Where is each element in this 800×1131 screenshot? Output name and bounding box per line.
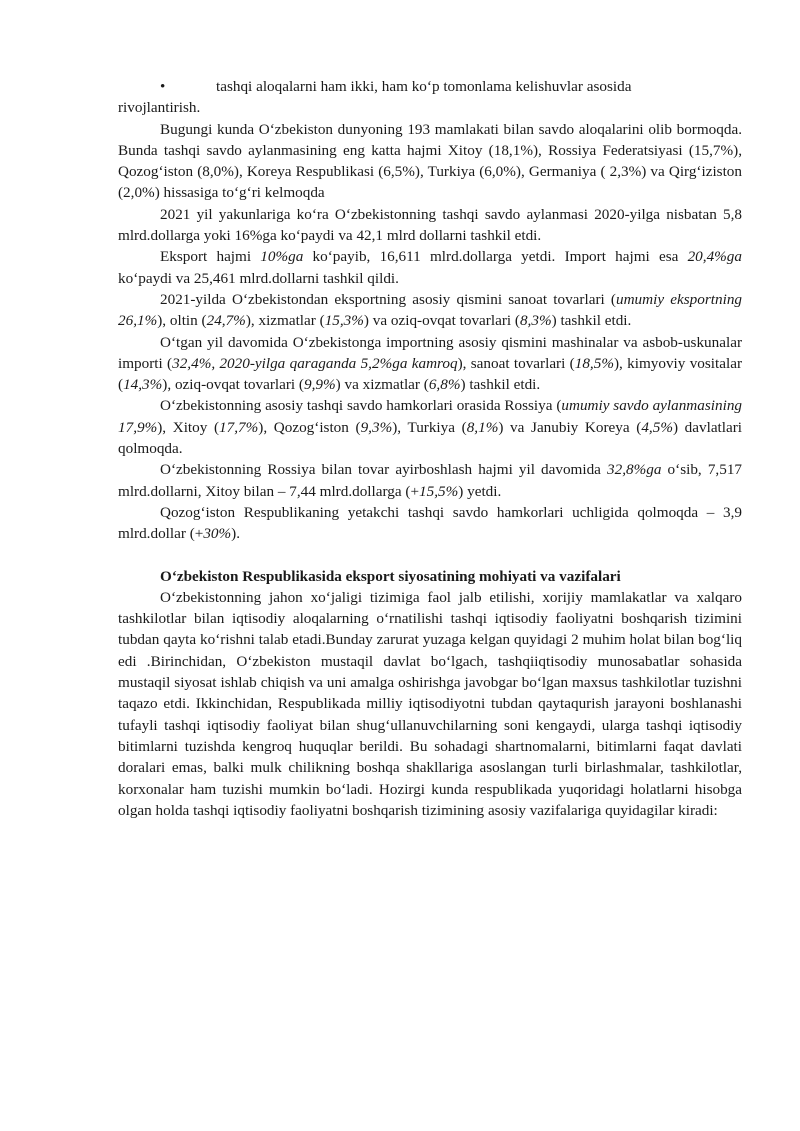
italic-figure: 32,4%, 2020-yilga qaraganda 5,2%ga kamroq [172, 354, 458, 372]
text-run: ), oltin ( [157, 312, 207, 330]
italic-figure: 17,7% [219, 418, 259, 436]
bullet-mark: • [160, 78, 166, 95]
italic-figure: 15,5% [419, 482, 459, 500]
paragraph [118, 395, 742, 459]
text-run: 2021-yilda O‘zbekistondan eksportning asosiy qismini sanoat tovarlari ( [160, 290, 616, 308]
text-run: ), sanoat tovarlari ( [457, 354, 575, 372]
paragraph-list [118, 119, 742, 545]
document-page [118, 76, 742, 821]
italic-figure: 9,9% [304, 376, 336, 394]
text-run: ) davlatlari qolmoqda. [118, 418, 743, 458]
italic-figure: umumiy eksportning 26,1% [118, 290, 743, 330]
text-run: O‘zbekistonning Rossiya bilan tovar ayirboshlash hajmi yil davomida [160, 461, 608, 479]
section-body: O‘zbekistonning jahon xo‘jaligi tizimiga faol jalb etilishi, xorijiy mamlakatlar va xalqaro tashkilotlar bilan iqtisodiy aloqalarning o‘rnatilishi tashqi iqtisodiy faoliyatni boshqarish tizimini tubdan qayta ko‘rishni talab etadi.Bunday zarurat yuzaga kelgan quyidagi 2 muhim holat bilan bog‘liq edi .Birinchidan, O‘zbekiston mustaqil davlat bo‘lgach, tashqiiqtisodiy munosabatlar sohasida mustaqil siyosat ishlab chiqish va uni amalga oshirishga javobgar bo‘lgan maxsus tashkilotlar tuzishni taqazo etdi. Ikkinchidan, Respublikada milliy iqtisodiyotni tubdan qaytaqurish jarayoni boshlanashi tufayli tashqi iqtisodiy faoliyat bilan shug‘ullanuvchilarning soni kengaydi, ularga tashqi iqtisodiy bitimlarni tuzishda kengroq huquqlar berildi. Bu sohadagi shartnomalarni, bitimlarni faqat davlati doralari emas, balki mulk chilikning boshqa shakllariga asoslangan turli birlashmalar, tashkilotlar, korxonalar ham tuzishi mumkin bo‘ladi. Hozirgi kunda respublikada yuqoridagi holatlarni hisobga olgan holda tashqi iqtisodiy faoliyatni boshqarish tizimining asosiy vazifalariga quyidagilar kiradi: [118, 588, 742, 819]
italic-figure: 4,5% [641, 418, 673, 436]
text-run: ), xizmatlar ( [245, 312, 325, 330]
italic-figure: 20,4%ga [687, 248, 742, 266]
text-run: ), Qozog‘iston ( [258, 418, 361, 436]
paragraph [118, 332, 742, 396]
bullet-continuation: rivojlantirish. [118, 99, 201, 117]
italic-figure: 9,3% [360, 418, 393, 436]
italic-figure: 24,7% [206, 312, 246, 330]
text-run: Bugungi kunda O‘zbekiston dunyoning 193 mamlakati bilan savdo aloqalarini olib bormoqda. Bunda tashqi savdo aylanmasining eng katta hajmi Xitoy (18,1%), Rossiya Federatsiyasi (15,7%), Qozog‘iston (8,0%), Koreya Respublikasi (6,5%), Turkiya (6,0%), Germaniya ( 2,3%) va Qirg‘iziston (2,0%) hissasiga to‘g‘ri kelmoqda [118, 120, 742, 202]
text-run: 2021 yil yakunlariga ko‘ra O‘zbekistonning tashqi savdo aylanmasi 2020-yilga nisbatan 5,8 mlrd.dollarga yoki 16%ga ko‘paydi va 42,1 mlrd dollarni tashkil etdi. [118, 205, 742, 245]
italic-figure: umumiy savdo aylanmasining 17,9% [118, 397, 743, 436]
text-run: ) yetdi. [458, 482, 502, 500]
paragraph [118, 119, 742, 204]
text-run: ko‘payib, 16,611 mlrd.dollarga yetdi. Import hajmi esa [303, 248, 688, 266]
text-run: O‘zbekistonning asosiy tashqi savdo hamkorlari orasida Rossiya ( [160, 397, 562, 415]
text-run: ) tashkil etdi. [460, 376, 541, 394]
text-run: ko‘paydi va 25,461 mlrd.dollarni tashkil qildi. [118, 269, 399, 287]
text-run: o‘sib, 7,517 mlrd.dollarni, Xitoy bilan – 7,44 mlrd.dollarga (+ [118, 461, 743, 500]
text-run: O‘tgan yil davomida O‘zbekistonga importning asosiy qismini mashinalar va asbob-uskunalar importi ( [118, 333, 742, 372]
text-run: Qozog‘iston Respublikaning yetakchi tashqi savdo hamkorlari uchligida qolmoqda – 3,9 mlrd.dollar (+ [118, 503, 742, 543]
paragraph [118, 246, 742, 289]
section-heading: O‘zbekiston Respublikasida eksport siyosatining mohiyati va vazifalari [160, 567, 621, 585]
spacer [118, 545, 742, 566]
bullet-item [118, 76, 742, 97]
text-run: ), oziq-ovqat tovarlari ( [162, 376, 304, 394]
italic-figure: 30% [203, 525, 232, 543]
italic-figure: 14,3% [123, 376, 163, 394]
text-run: ) tashkil etdi. [551, 312, 632, 330]
italic-figure: 8,3% [519, 312, 552, 330]
paragraph [118, 289, 742, 332]
paragraph [118, 502, 742, 545]
text-run: ), Turkiya ( [392, 418, 467, 436]
italic-figure: 18,5% [574, 354, 614, 372]
italic-figure: 15,3% [324, 312, 364, 330]
text-run: ) va oziq-ovqat tovarlari ( [363, 312, 520, 330]
text-run: ). [231, 525, 241, 543]
italic-figure: 32,8%ga [607, 461, 662, 479]
paragraph [118, 204, 742, 247]
text-run: ), kimyoviy vositalar ( [118, 354, 742, 394]
bullet-text: tashqi aloqalarni ham ikki, ham ko‘p tomonlama kelishuvlar asosida [216, 78, 632, 95]
paragraph [118, 459, 742, 502]
italic-figure: 10%ga [260, 248, 304, 266]
italic-figure: 6,8% [428, 376, 461, 394]
text-run: ) va Janubiy Koreya ( [498, 418, 642, 436]
text-run: ) va xizmatlar ( [335, 376, 429, 394]
text-run: ), Xitoy ( [157, 418, 220, 436]
text-run: Eksport hajmi [160, 248, 261, 266]
italic-figure: 8,1% [466, 418, 499, 436]
